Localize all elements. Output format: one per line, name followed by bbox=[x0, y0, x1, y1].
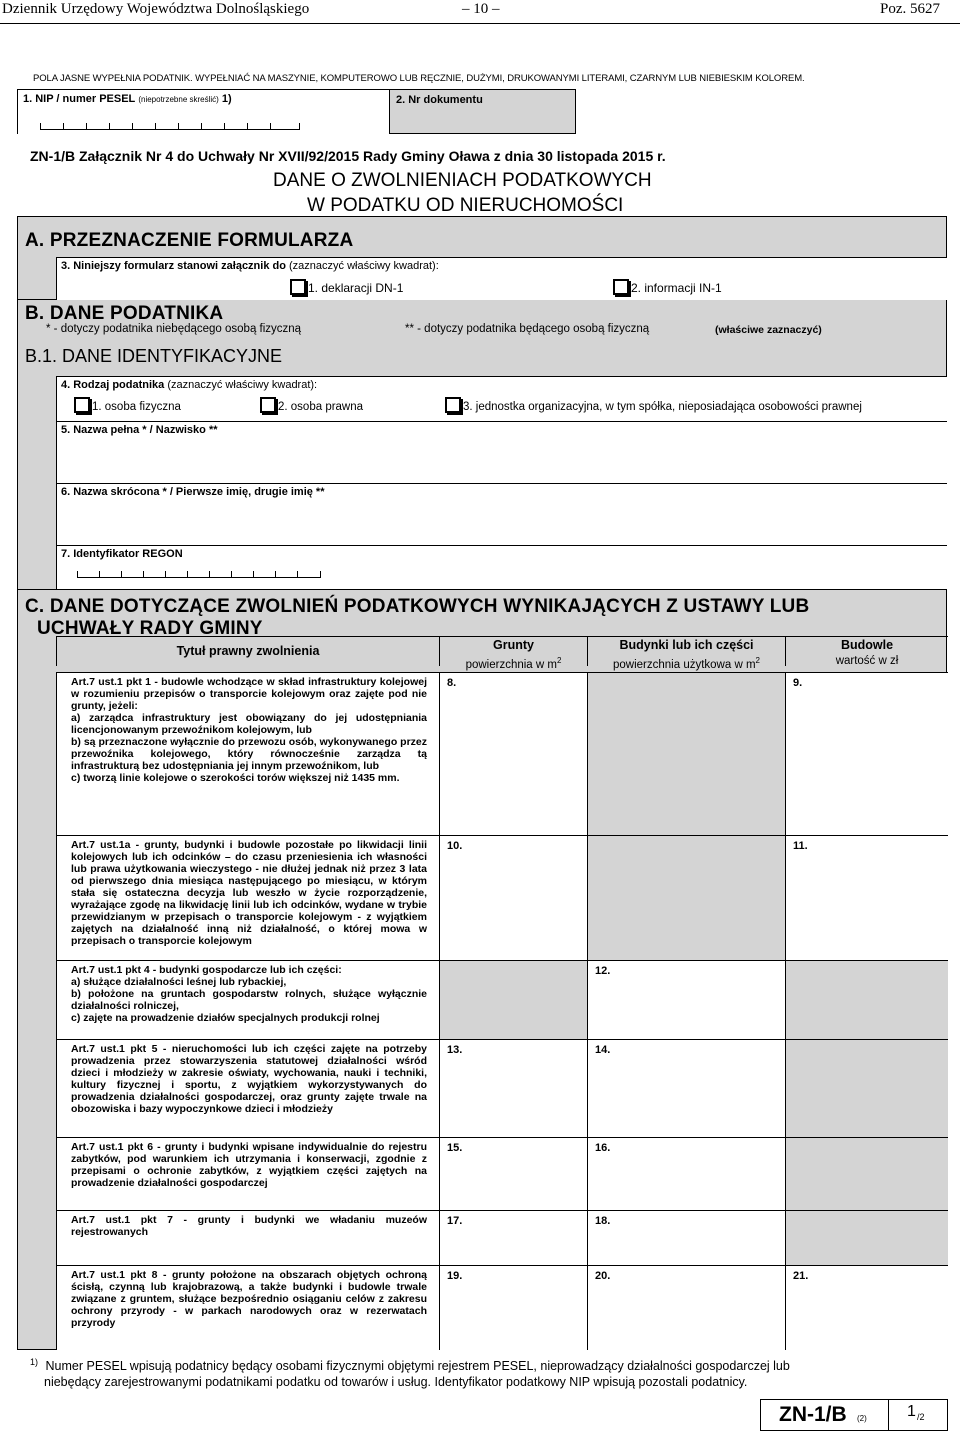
form-title-line1: DANE O ZWOLNIENIACH PODATKOWYCH bbox=[273, 170, 652, 191]
exemption-budynki-field-number: 16. bbox=[595, 1142, 611, 1154]
exemption-budowle-cell bbox=[785, 960, 948, 1039]
nip-digit-combs[interactable] bbox=[40, 120, 300, 130]
exemption-budynki-cell[interactable] bbox=[587, 1039, 785, 1137]
field-nip-label: 1. NIP / numer PESEL bbox=[23, 93, 136, 105]
exemption-grunty-field-number: 8. bbox=[447, 677, 457, 689]
option-dn1-label: 1. deklaracji DN-1 bbox=[308, 281, 404, 295]
col-budowle-line1: Budowle bbox=[840, 638, 894, 652]
exemption-grunty-cell bbox=[439, 960, 587, 1039]
field-nip-note: (niepotrzebne skreślić) bbox=[138, 95, 219, 104]
form-version: (2) bbox=[857, 1414, 867, 1423]
section-b1-title: B.1. DANE IDENTYFIKACYJNE bbox=[25, 346, 283, 366]
section-b-title: B. DANE PODATNIKA bbox=[25, 303, 224, 324]
option-osoba-fizyczna-label: 1. osoba fizyczna bbox=[92, 401, 181, 413]
col-budynki-line2: powierzchnia użytkowa w m bbox=[613, 658, 756, 671]
col-budynki-sup: 2 bbox=[755, 656, 760, 665]
exemption-grunty-field-number: 19. bbox=[447, 1270, 463, 1282]
exemption-budowle-cell[interactable] bbox=[785, 672, 948, 835]
exemption-budynki-cell[interactable] bbox=[587, 1210, 785, 1265]
exemption-budynki-cell bbox=[587, 835, 785, 960]
exemption-grunty-cell[interactable] bbox=[439, 1265, 587, 1350]
field-7-label: 7. Identyfikator REGON bbox=[61, 548, 183, 560]
checkbox-osoba-prawna[interactable] bbox=[260, 397, 276, 413]
footnote bbox=[30, 1354, 790, 1390]
exemption-grunty-cell[interactable] bbox=[439, 1137, 587, 1210]
field-3 bbox=[56, 257, 947, 300]
checkbox-osoba-fizyczna[interactable] bbox=[74, 397, 90, 413]
option-dn1[interactable] bbox=[290, 279, 403, 295]
section-a-title: A. PRZEZNACZENIE FORMULARZA bbox=[25, 230, 354, 251]
field-4-label: 4. Rodzaj podatnika bbox=[61, 379, 165, 391]
col-header-budynki bbox=[587, 636, 785, 671]
exemption-budynki-field-number: 14. bbox=[595, 1044, 611, 1056]
field-5-label: 5. Nazwa pełna * / Nazwisko ** bbox=[61, 424, 218, 436]
exemption-title-cell: Art.7 ust.1 pkt 4 - budynki gospodarcze lub ich części: a) służące działalności leśnej lub rybackiej, b) położone na gruntach gospodarstw rolnych, służące wyłącznie działalności rolniczej, c) zajęte na prowadzenie działów specjalnych produkcji rolnej bbox=[56, 960, 439, 1039]
exemption-budowle-cell[interactable] bbox=[785, 835, 948, 960]
exemption-title-cell: Art.7 ust.1 pkt 8 - grunty położone na obszarach objętych ochroną ścisłą, czynną lub krajobrazową, a także budynki i budowle trwale związane z gruntem, służące bezpośrednio osiąganiu celów z zakresu ochrony przyrody - w parkach narodowych oraz w rezerwatach przyrody bbox=[56, 1265, 439, 1350]
field-3-hint: (zaznaczyć właściwy kwadrat): bbox=[289, 260, 439, 272]
option-osoba-prawna[interactable] bbox=[260, 397, 363, 413]
exemption-grunty-field-number: 17. bbox=[447, 1215, 463, 1227]
page-num: 1 bbox=[907, 1403, 916, 1420]
section-c-title bbox=[25, 596, 809, 640]
col-grunty-sup: 2 bbox=[556, 656, 562, 665]
page-number: – 10 – bbox=[462, 1, 500, 17]
exemption-budynki-field-number: 12. bbox=[595, 965, 611, 977]
exemption-grunty-field-number: 13. bbox=[447, 1044, 463, 1056]
exemption-title-cell: Art.7 ust.1 pkt 1 - budowle wchodzące w skład infrastruktury kolejowej w rozumieniu przepisów o transporcie kolejowym oraz zajęte pod nie grunty, jeżeli: a) zarządca infrastruktury jest obowiązany do jej udostępniania licencjonowanym przewoźnikom kolejowym, lub b) są przeznaczone wyłącznie do przewozu osób, wykonywanego przez przewoźnika kolejowego, który równocześnie zarządza tą infrastrukturą bez udostępniania jej innym przewoźnikom, lub c) tworzą linie kolejowe o szerokości torów większej niż 1435 mm. bbox=[56, 672, 439, 835]
exemption-budynki-field-number: 20. bbox=[595, 1270, 611, 1282]
footnote-line2: niebędący zarejestrowanymi podatnikami podatku od towarów i usług. Identyfikator podatkowy NIP wpisują pozostali podatnicy. bbox=[44, 1375, 748, 1390]
option-in1-label: 2. informacji IN-1 bbox=[631, 281, 722, 295]
page-header bbox=[0, 0, 960, 24]
col-header-grunty bbox=[439, 636, 587, 671]
option-osoba-prawna-label: 2. osoba prawna bbox=[278, 401, 364, 413]
checkbox-jednostka[interactable] bbox=[445, 397, 461, 413]
checkbox-dn1[interactable] bbox=[290, 279, 306, 295]
form-title bbox=[273, 168, 652, 218]
section-c-title-line2: UCHWAŁY RADY GMINY bbox=[37, 618, 263, 639]
exemption-grunty-cell[interactable] bbox=[439, 1210, 587, 1265]
section-a bbox=[17, 216, 947, 300]
field-nip-ref: 1) bbox=[221, 93, 232, 105]
field-6-label: 6. Nazwa skrócona * / Pierwsze imię, drugie imię ** bbox=[61, 486, 325, 498]
form-code-box bbox=[760, 1399, 948, 1431]
section-c-title-line1: C. DANE DOTYCZĄCE ZWOLNIEŃ PODATKOWYCH WYNIKAJĄCYCH Z USTAWY LUB bbox=[25, 596, 810, 617]
form-title-line2: W PODATKU OD NIERUCHOMOŚCI bbox=[307, 195, 624, 216]
field-nip-pesel[interactable] bbox=[17, 89, 389, 134]
exemption-budowle-cell[interactable] bbox=[785, 1265, 948, 1350]
section-c bbox=[17, 590, 947, 1350]
exemption-budynki-cell[interactable] bbox=[587, 960, 785, 1039]
section-b-note1: * - dotyczy podatnika niebędącego osobą fizyczną bbox=[46, 323, 302, 335]
exemption-budowle-field-number: 9. bbox=[793, 677, 803, 689]
field-4-hint: (zaznaczyć właściwy kwadrat): bbox=[167, 379, 318, 391]
footnote-line1: Numer PESEL wpisują podatnicy będący osobami fizycznymi objętymi rejestrem PESEL, nieprowadzący działalności gospodarczej lub bbox=[45, 1359, 790, 1374]
option-in1[interactable] bbox=[613, 279, 722, 295]
form-reference: ZN-1/B Załącznik Nr 4 do Uchwały Nr XVII/92/2015 Rady Gminy Oława z dnia 30 listopada 2015 r. bbox=[30, 148, 666, 164]
exemption-title-cell: Art.7 ust.1a - grunty, budynki i budowle pozostałe po likwidacji linii kolejowych lub ich odcinków – do czasu przeniesienia ich własności lub prawa użytkowania wieczystego - nie dłużej jednak niż przez 3 lata od pierwszego dnia miesiąca następującego po miesiącu, w którym stała się ostateczna decyzja lub weszło w życie rozporządzenie, wyrażające zgodę na likwidację linii lub ich odcinków, wydane w trybie przewidzianym w przepisach o transporcie kolejowym - z wyjątkiem zajętych na działalność inną niż działalność, o której mowa w przepisach o transporcie kolejowym bbox=[56, 835, 439, 960]
option-jednostka-label: 3. jednostka organizacyjna, w tym spółka, nieposiadająca osobowości prawnej bbox=[463, 401, 862, 413]
col-grunty-line1: Grunty bbox=[493, 638, 534, 652]
option-osoba-fizyczna[interactable] bbox=[74, 397, 181, 413]
exemption-grunty-cell[interactable] bbox=[439, 835, 587, 960]
field-5[interactable] bbox=[56, 421, 947, 483]
journal-title: Dziennik Urzędowy Województwa Dolnośląskiego bbox=[2, 1, 310, 17]
field-6[interactable] bbox=[56, 483, 947, 545]
exemption-budynki-cell[interactable] bbox=[587, 1265, 785, 1350]
page-total: /2 bbox=[917, 1412, 925, 1422]
option-jednostka[interactable] bbox=[445, 397, 862, 413]
footnote-mark: 1) bbox=[30, 1357, 39, 1367]
col-budowle-line2: wartość w zł bbox=[835, 655, 899, 667]
col-grunty-line2: powierzchnia w m bbox=[465, 658, 557, 671]
exemption-title-cell: Art.7 ust.1 pkt 7 - grunty i budynki we władaniu muzeów rejestrowanych bbox=[56, 1210, 439, 1265]
field-doc-label: 2. Nr dokumentu bbox=[396, 94, 483, 106]
exemption-budowle-cell bbox=[785, 1210, 948, 1265]
exemption-title-cell: Art.7 ust.1 pkt 5 - nieruchomości lub ich części zajęte na potrzeby prowadzenia przez stowarzyszenia statutowej działalności wśród dzieci i młodzieży w zakresie oświaty, wychowania, nauki i techniki, kultury fizycznej i sportu, z wyjątkiem wykorzystywanych do prowadzenia działalności gospodarczej, oraz grunty zajęte trwale na obozowiska i bazy wypoczynkowe dzieci i młodzieży bbox=[56, 1039, 439, 1137]
exemption-budowle-field-number: 21. bbox=[793, 1270, 809, 1282]
section-b-note2: ** - dotyczy podatnika będącego osobą fizyczną bbox=[405, 323, 650, 335]
exemption-budynki-cell[interactable] bbox=[587, 1137, 785, 1210]
position-number: Poz. 5627 bbox=[880, 1, 940, 17]
exemption-title-cell: Art.7 ust.1 pkt 6 - grunty i budynki wpisane indywidualnie do rejestru zabytków, pod warunkiem ich utrzymania i konserwacji, zgodnie z przepisami o ochronie zabytków, z wyjątkiem części zajętych na prowadzenie działalności gospodarczej bbox=[56, 1137, 439, 1210]
checkbox-in1[interactable] bbox=[613, 279, 629, 295]
exemption-budowle-field-number: 11. bbox=[793, 840, 808, 852]
exemption-grunty-cell[interactable] bbox=[439, 672, 587, 835]
col-budynki-line1: Budynki lub ich części bbox=[619, 638, 754, 652]
exemption-budynki-cell bbox=[587, 672, 785, 835]
section-b-note3: (właściwe zaznaczyć) bbox=[715, 324, 822, 336]
form-instructions: POLA JASNE WYPEŁNIA PODATNIK. WYPEŁNIAĆ NA MASZYNIE, KOMPUTEROWO LUB RĘCZNIE, DUŻYMI, DRUKOWANYMI LITERAMI, CZARNYM LUB NIEBIESKIM KOLOREM. bbox=[33, 73, 805, 84]
exemption-budowle-cell bbox=[785, 1039, 948, 1137]
exemption-grunty-cell[interactable] bbox=[439, 1039, 587, 1137]
field-7[interactable] bbox=[56, 545, 947, 589]
col-header-title: Tytuł prawny zwolnienia bbox=[56, 636, 439, 666]
exemption-grunty-field-number: 10. bbox=[447, 840, 463, 852]
section-b bbox=[17, 300, 947, 590]
col-header-budowle bbox=[785, 636, 948, 666]
exemption-budynki-field-number: 18. bbox=[595, 1215, 611, 1227]
field-4 bbox=[56, 376, 947, 421]
field-document-number bbox=[389, 89, 576, 134]
exemption-budowle-cell bbox=[785, 1137, 948, 1210]
exemption-grunty-field-number: 15. bbox=[447, 1142, 463, 1154]
field-3-label: 3. Niniejszy formularz stanowi załącznik do bbox=[61, 260, 286, 272]
form-code: ZN-1/B bbox=[779, 1403, 847, 1426]
regon-digit-combs[interactable] bbox=[77, 568, 321, 578]
